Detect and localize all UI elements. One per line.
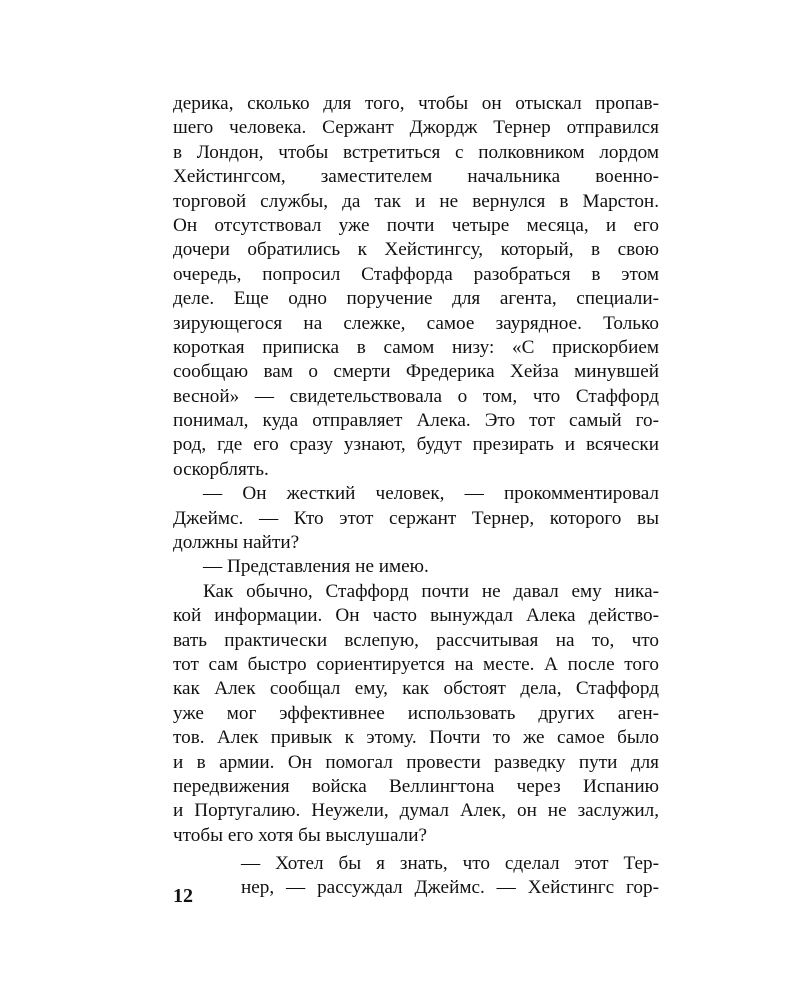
text-line: понимал, куда отправляет Алека. Это тот самый го- xyxy=(173,410,659,432)
text-line: Он отсутствовал уже почти четыре месяца, и его xyxy=(173,214,659,236)
text-line: род, где его сразу узнают, будут презирать и всячески xyxy=(173,434,659,456)
text-line: передвижения войска Веллингтона через Испанию xyxy=(173,775,659,797)
text-line: и в армии. Он помогал провести разведку пути для xyxy=(173,751,659,773)
text-line: зирующегося на слежке, самое заурядное. Только xyxy=(173,312,659,334)
text-line: торговой службы, да так и не вернулся в Марстон. xyxy=(173,190,659,212)
text-line: — Представления не имею. xyxy=(203,556,429,578)
text-line: дерика, сколько для того, чтобы он отыскал пропав- xyxy=(173,93,659,114)
text-line: очередь, попросил Стаффорда разобраться в этом xyxy=(173,263,659,285)
text-line: оскорблять. xyxy=(173,458,269,480)
text-line: дочери обратились к Хейстингсу, который, в свою xyxy=(173,239,659,261)
body-text xyxy=(173,92,659,848)
text-line: деле. Еще одно поручение для агента, специали- xyxy=(173,288,659,310)
text-line: вать практически вслепую, рассчитывая на то, что xyxy=(173,629,659,651)
text-line: Как обычно, Стаффорд почти не давал ему ника- xyxy=(203,580,659,602)
text-line: кой информации. Он часто вынуждал Алека действо- xyxy=(173,605,659,627)
text-line: тот сам быстро сориентируется на месте. А после того xyxy=(173,653,659,675)
text-line: короткая приписка в самом низу: «С прискорбием xyxy=(173,336,659,358)
text-line: и Португалию. Неужели, думал Алек, он не заслужил, xyxy=(173,800,659,822)
text-line: должны найти? xyxy=(173,532,300,554)
text-line: — Хотел бы я знать, что сделал этот Тер- xyxy=(241,853,659,874)
text-line: — Он жесткий человек, — прокомментировал xyxy=(203,483,659,505)
text-line: Джеймс. — Кто этот сержант Тернер, которого вы xyxy=(173,507,659,529)
text-line: шего человека. Сержант Джордж Тернер отправился xyxy=(173,117,659,139)
text-line: нер, — рассуждал Джеймс. — Хейстингс гор- xyxy=(241,877,659,899)
hanging-paragraph xyxy=(173,852,659,901)
text-line: как Алек сообщал ему, как обстоят дела, Стаффорд xyxy=(173,678,659,700)
text-line: Хейстингсом, заместителем начальника военно- xyxy=(173,166,659,188)
text-line: сообщаю вам о смерти Фредерика Хейза минувшей xyxy=(173,361,659,383)
text-line: тов. Алек привык к этому. Почти то же самое было xyxy=(173,727,659,749)
text-line: чтобы его хотя бы выслушали? xyxy=(173,824,427,846)
page-number: 12 xyxy=(173,885,193,907)
text-line: в Лондон, чтобы встретиться с полковником лордом xyxy=(173,141,659,163)
text-line: весной» — свидетельствовала о том, что Стаффорд xyxy=(173,385,659,407)
text-line: уже мог эффективнее использовать других аген- xyxy=(173,702,659,724)
